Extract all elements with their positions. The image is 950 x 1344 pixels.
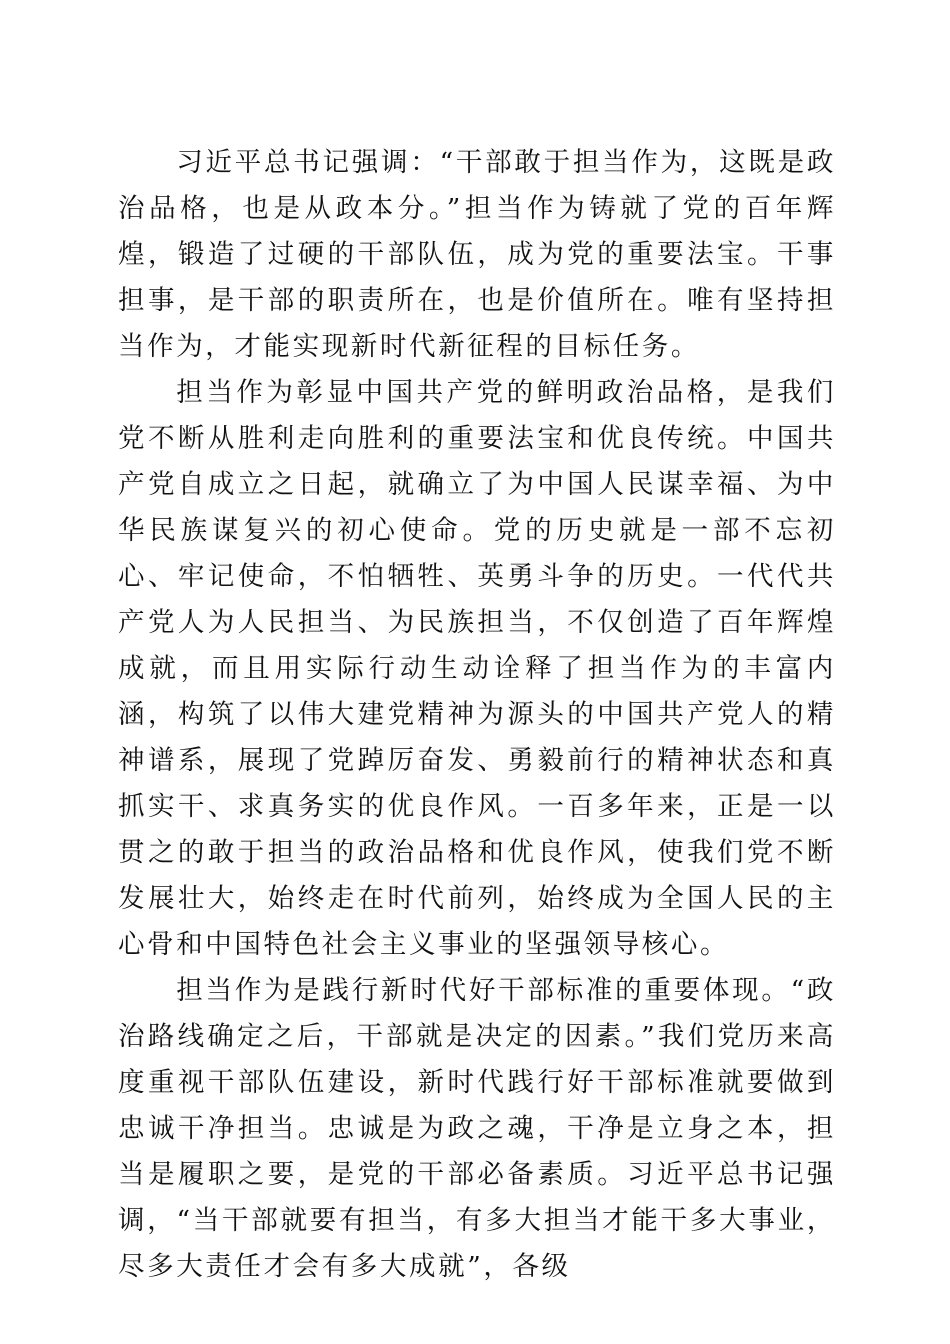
paragraph-3: 担当作为是践行新时代好干部标准的重要体现。“政治路线确定之后，干部就是决定的因素。”我们党历来高度重视干部队伍建设，新时代践行好干部标准就要做到忠诚干净担当。忠诚是为政之魂，干净是立身之本，担当是履职之要，是党的干部必备素质。习近平总书记强调，“当干部就要有担当，有多大担当才能干多大事业，尽多大责任才会有多大成就”，各级 bbox=[118, 975, 836, 1282]
paragraph-1: 习近平总书记强调：“干部敢于担当作为，这既是政治品格，也是从政本分。”担当作为铸就了党的百年辉煌，锻造了过硬的干部队伍，成为党的重要法宝。干事担事，是干部的职责所在，也是价值所在。唯有坚持担当作为，才能实现新时代新征程的目标任务。 bbox=[118, 147, 836, 362]
document-body bbox=[118, 140, 836, 1290]
paragraph-2: 担当作为彰显中国共产党的鲜明政治品格，是我们党不断从胜利走向胜利的重要法宝和优良传统。中国共产党自成立之日起，就确立了为中国人民谋幸福、为中华民族谋复兴的初心使命。党的历史就是一部不忘初心、牢记使命，不怕牺牲、英勇斗争的历史。一代代共产党人为人民担当、为民族担当，不仅创造了百年辉煌成就，而且用实际行动生动诠释了担当作为的丰富内涵，构筑了以伟大建党精神为源头的中国共产党人的精神谱系，展现了党踔厉奋发、勇毅前行的精神状态和真抓实干、求真务实的优良作风。一百多年来，正是一以贯之的敢于担当的政治品格和优良作风，使我们党不断发展壮大，始终走在时代前列，始终成为全国人民的主心骨和中国特色社会主义事业的坚强领导核心。 bbox=[118, 377, 836, 960]
